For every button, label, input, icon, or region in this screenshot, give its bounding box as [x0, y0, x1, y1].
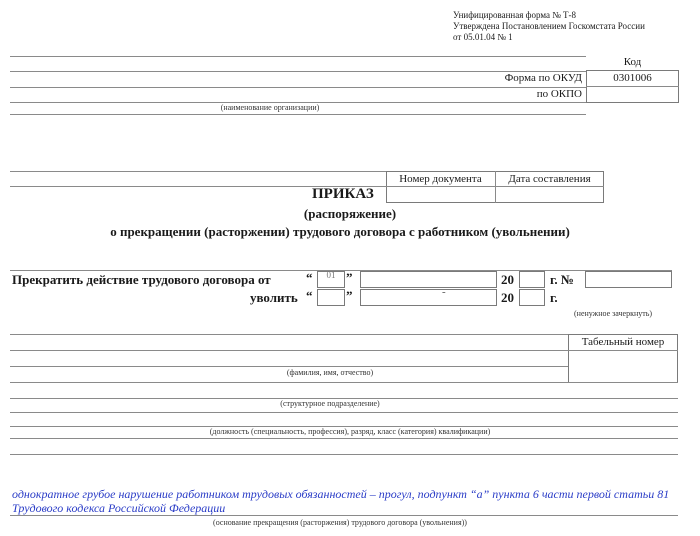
- org-line-4: [10, 114, 586, 115]
- strike-note: (ненужное зачеркнуть): [574, 309, 653, 318]
- dismiss-year-field[interactable]: [519, 289, 545, 306]
- order-title: ПРИКАЗ: [312, 186, 374, 202]
- form-header-line1: Унифицированная форма № Т-8: [453, 10, 577, 20]
- grounds-caption: (основание прекращения (расторжения) трудового договора (увольнения)): [213, 518, 467, 527]
- grounds-line: [10, 515, 678, 516]
- terminate-month-field[interactable]: [360, 271, 497, 288]
- employee-line-7: [10, 438, 678, 439]
- doc-number-header: Номер документа: [399, 173, 482, 185]
- terminate-number-label: г. №: [550, 272, 575, 287]
- dismiss-open-quote: “: [306, 288, 313, 303]
- employee-line-5: [10, 412, 678, 413]
- order-description: о прекращении (расторжении) трудового договора с работником (увольнении): [110, 224, 570, 239]
- doc-date-header: Дата составления: [508, 173, 591, 185]
- terminate-year-field[interactable]: [519, 271, 545, 288]
- form-header: [453, 10, 645, 43]
- org-line-top: [10, 56, 586, 57]
- position-caption: (должность (специальность, профессия), разряд, класс (категория) квалификации): [209, 427, 491, 436]
- code-header: Код: [623, 56, 642, 68]
- terminate-label: Прекратить действие трудового договора от: [12, 272, 271, 287]
- employee-line-8: [10, 454, 678, 455]
- order-subtitle: (распоряжение): [303, 206, 397, 221]
- terminate-day-value: 01: [326, 270, 336, 280]
- terminate-open-quote: “: [306, 270, 313, 285]
- okud-label: Форма по ОКУД: [504, 72, 582, 84]
- tab-number-divider: [568, 350, 678, 351]
- form-header-line3: от 05.01.04 № 1: [453, 32, 513, 42]
- grounds-reason: однократное грубое нарушение работником трудовых обязанностей – прогул, подпункт “а” пункта 6 части первой статьи 81 Трудового кодекса Российской Федерации: [12, 487, 670, 515]
- terminate-number-field[interactable]: [585, 271, 672, 288]
- dismiss-year-prefix: 20: [501, 290, 514, 305]
- dismiss-label: уволить: [250, 290, 298, 305]
- dismiss-day-field[interactable]: [317, 289, 345, 306]
- dismiss-month-field[interactable]: [360, 289, 497, 306]
- okpo-label: по ОКПО: [536, 88, 582, 100]
- dept-caption: (структурное подразделение): [280, 399, 380, 408]
- dismiss-dash: -: [442, 286, 446, 298]
- title-line-left: [10, 171, 386, 172]
- terminate-year-prefix: 20: [501, 272, 514, 287]
- terminate-close-quote: ”: [346, 270, 353, 285]
- doc-table-row-divider: [386, 186, 604, 187]
- code-box-divider: [586, 86, 679, 87]
- org-name-caption: (наименование организации): [220, 103, 320, 112]
- form-header-line2: Утверждена Постановлением Госкомстата России: [453, 21, 645, 31]
- dismiss-year-suffix: г.: [550, 290, 558, 305]
- dismiss-close-quote: ”: [346, 288, 353, 303]
- employee-line-2: [10, 366, 568, 367]
- name-caption: (фамилия, имя, отчество): [286, 368, 374, 377]
- tab-number-header: Табельный номер: [581, 336, 665, 348]
- okud-value: 0301006: [613, 72, 652, 84]
- employee-line-1: [10, 350, 568, 351]
- employee-line-3: [10, 382, 678, 383]
